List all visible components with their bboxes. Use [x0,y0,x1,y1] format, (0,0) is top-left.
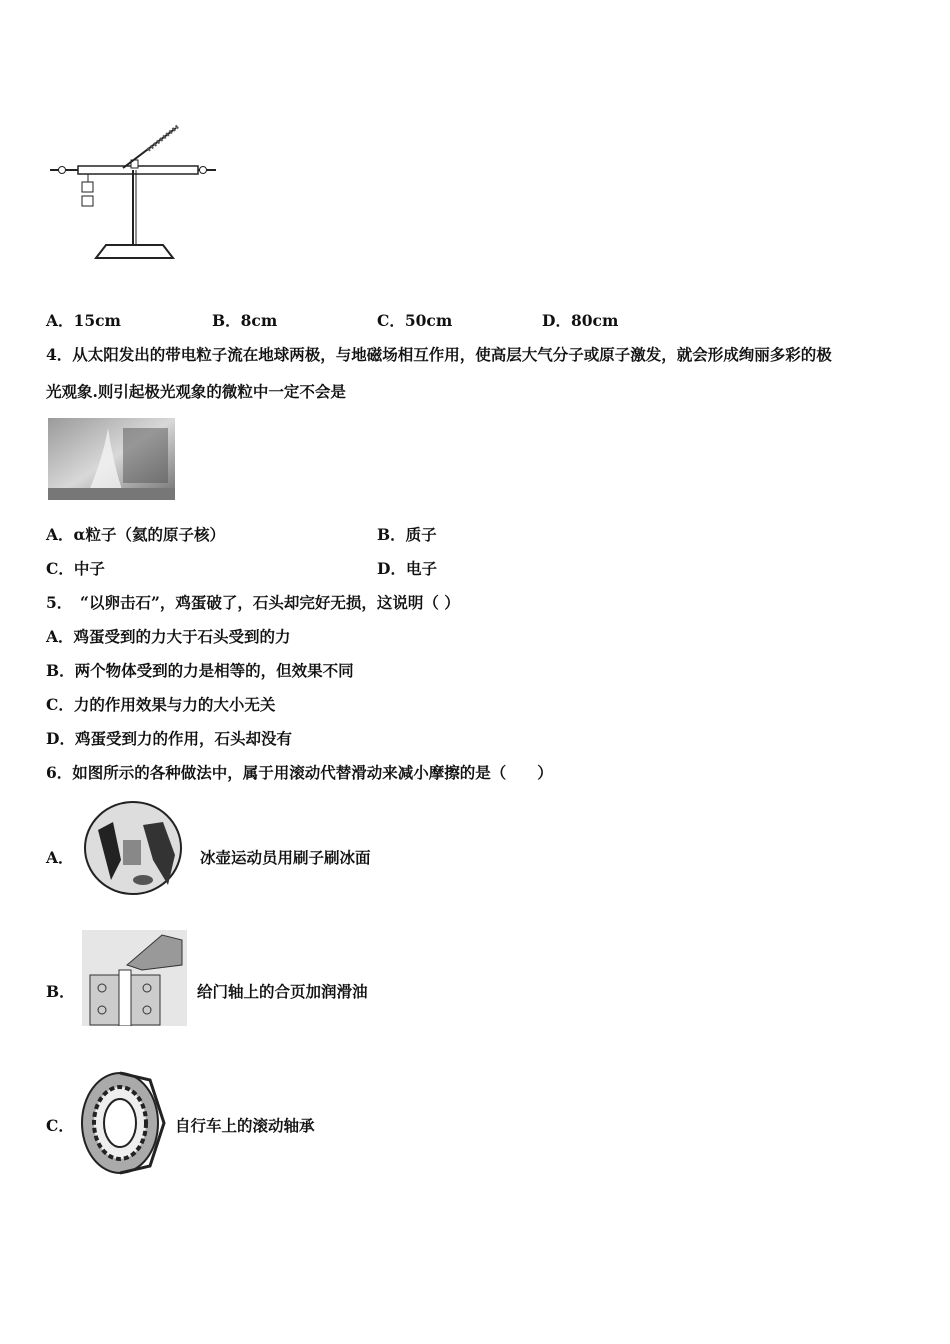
q3-option-b[interactable]: B．8cm [212,311,278,330]
q3-option-c[interactable]: C．50cm [377,311,453,330]
q4-stem-line2: 光观象.则引起极光观象的微粒中一定不会是 [46,382,346,401]
q5-stem: 5． “以卵击石”，鸡蛋破了，石头却完好无损，这说明（ ） [46,593,460,612]
q6-option-c-letter[interactable]: C． [46,1116,74,1135]
q3-option-a[interactable]: A．15cm [46,311,121,330]
q4-option-a[interactable]: A．α粒子（氦的原子核） [46,525,225,544]
q6-option-b-letter[interactable]: B． [46,982,75,1001]
lever-balance-figure [48,120,223,265]
q4-option-c[interactable]: C．中子 [46,559,105,578]
q4-option-b[interactable]: B．质子 [377,525,437,544]
roller-bearing-figure [80,1070,168,1176]
q5-option-c[interactable]: C．力的作用效果与力的大小无关 [46,695,276,714]
q6-option-a-text: 冰壶运动员用刷子刷冰面 [200,848,371,867]
door-hinge-oil-figure [82,930,187,1026]
q3-option-d[interactable]: D．80cm [542,311,619,330]
curling-photo [83,800,189,896]
q4-option-d[interactable]: D．电子 [377,559,437,578]
q6-option-b-text: 给门轴上的合页加润滑油 [197,982,368,1001]
aurora-photo [48,418,175,500]
q5-option-b[interactable]: B．两个物体受到的力是相等的，但效果不同 [46,661,354,680]
q6-option-c-text: 自行车上的滚动轴承 [175,1116,315,1135]
q5-option-a[interactable]: A．鸡蛋受到的力大于石头受到的力 [46,627,291,646]
q5-option-d[interactable]: D．鸡蛋受到力的作用，石头却没有 [46,729,292,748]
q6-option-a-letter[interactable]: A． [46,848,74,867]
q4-stem-line1: 4．从太阳发出的带电粒子流在地球两极，与地磁场相互作用，使高层大气分子或原子激发，就会形成绚丽多彩的极 [46,345,832,364]
q6-stem: 6．如图所示的各种做法中，属于用滚动代替滑动来减小摩擦的是（ ） [46,763,553,782]
